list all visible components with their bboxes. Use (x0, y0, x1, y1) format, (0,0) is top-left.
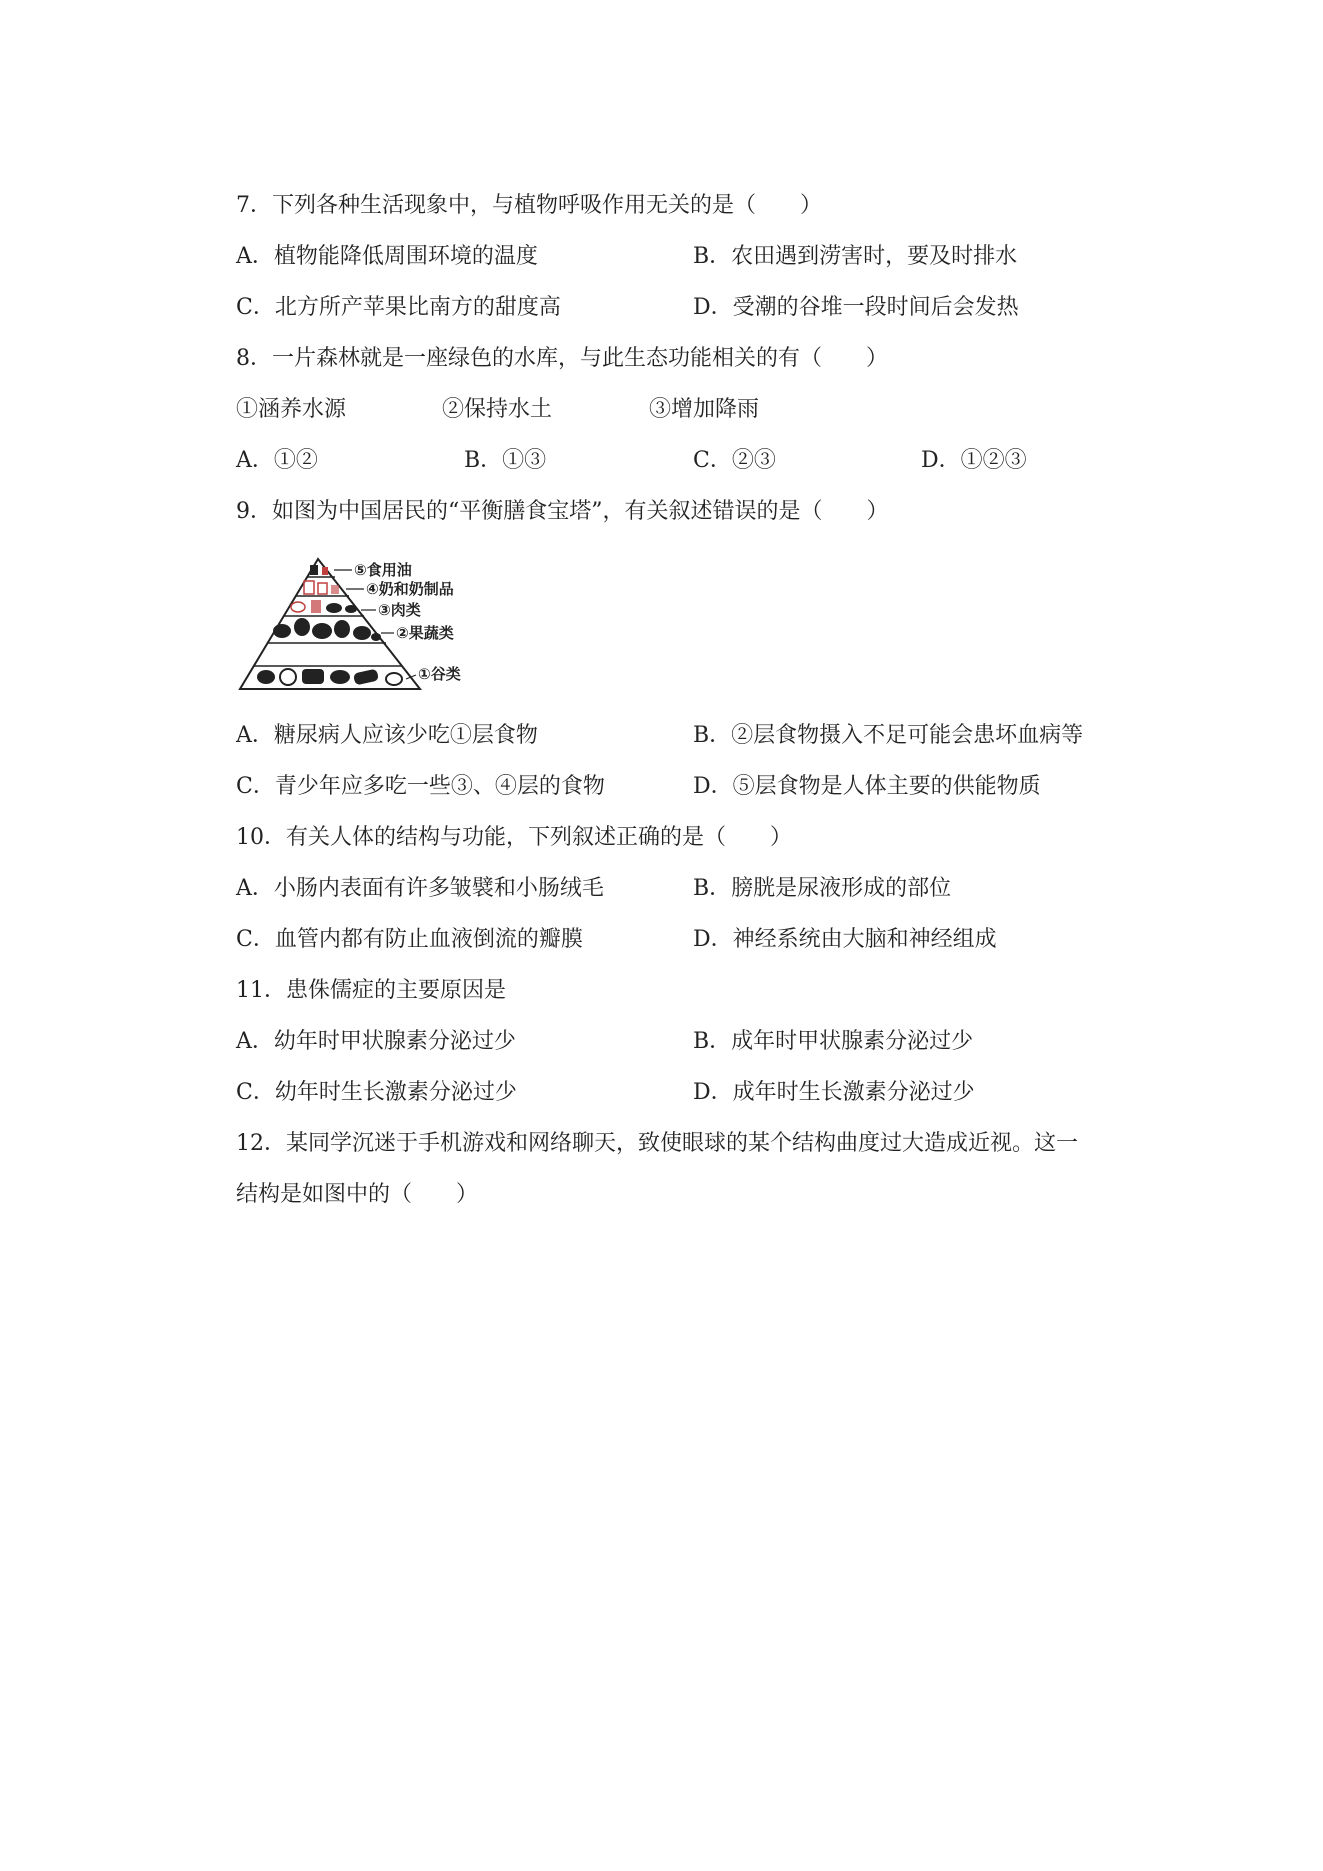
question-7-stem: 7．下列各种生活现象中，与植物呼吸作用无关的是（ ） (236, 193, 822, 218)
question-10-option-a[interactable]: A．小肠内表面有许多皱襞和小肠绒毛 (236, 876, 604, 901)
question-7-option-c[interactable]: C．北方所产苹果比南方的甜度高 (236, 295, 561, 320)
question-11-options-row-1 (236, 1027, 1116, 1057)
question-10-option-b[interactable]: B．膀胱是尿液形成的部位 (693, 876, 952, 901)
question-12-stem-line-2: 结构是如图中的（ ） (236, 1182, 479, 1207)
question-9-option-c[interactable]: C．青少年应多吃一些③、④层的食物 (236, 774, 605, 799)
question-10-stem: 10．有关人体的结构与功能，下列叙述正确的是（ ） (236, 825, 792, 850)
question-10-options-row-1 (236, 874, 1116, 904)
food-pyramid-illustration (236, 555, 516, 695)
question-10-options-row-2 (236, 925, 1116, 955)
question-8-option-a[interactable]: A．①② (236, 448, 318, 473)
pyramid-label-oil: ⑤食用油 (354, 561, 412, 579)
question-7-options-row-1 (236, 242, 1116, 272)
question-8-stem: 8．一片森林就是一座绿色的水库，与此生态功能相关的有（ ） (236, 346, 888, 371)
question-8-statement-3: ③增加降雨 (649, 397, 760, 422)
question-9-stem: 9．如图为中国居民的“平衡膳食宝塔”，有关叙述错误的是（ ） (236, 499, 889, 524)
question-7-option-d[interactable]: D．受潮的谷堆一段时间后会发热 (693, 295, 1019, 320)
food-pyramid-figure (236, 555, 516, 695)
question-7-option-a[interactable]: A．植物能降低周围环境的温度 (236, 244, 538, 269)
pyramid-label-produce: ②果蔬类 (396, 624, 454, 642)
pyramid-label-dairy: ④奶和奶制品 (366, 580, 454, 598)
question-11-stem: 11．患侏儒症的主要原因是 (236, 978, 506, 1003)
question-9-option-b[interactable]: B．②层食物摄入不足可能会患坏血病等 (693, 723, 1084, 748)
question-11-options-row-2 (236, 1078, 1116, 1108)
question-10-option-c[interactable]: C．血管内都有防止血液倒流的瓣膜 (236, 927, 583, 952)
question-8-option-d[interactable]: D．①②③ (921, 448, 1027, 473)
question-8-option-c[interactable]: C．②③ (693, 448, 776, 473)
question-7-options-row-2 (236, 293, 1116, 323)
question-11-option-d[interactable]: D．成年时生长激素分泌过少 (693, 1080, 975, 1105)
question-8-statement-2: ②保持水土 (442, 397, 553, 422)
question-11-option-a[interactable]: A．幼年时甲状腺素分泌过少 (236, 1029, 516, 1054)
question-7-option-b[interactable]: B．农田遇到涝害时，要及时排水 (693, 244, 1018, 269)
question-9-option-a[interactable]: A．糖尿病人应该少吃①层食物 (236, 723, 538, 748)
question-9-options-row-1 (236, 721, 1116, 751)
question-8-options-row (236, 446, 1116, 476)
question-11-option-c[interactable]: C．幼年时生长激素分泌过少 (236, 1080, 517, 1105)
question-8-statements (236, 395, 1116, 425)
question-8-statement-1: ①涵养水源 (236, 397, 347, 422)
question-9-options-row-2 (236, 772, 1116, 802)
question-9-option-d[interactable]: D．⑤层食物是人体主要的供能物质 (693, 774, 1041, 799)
question-11-option-b[interactable]: B．成年时甲状腺素分泌过少 (693, 1029, 974, 1054)
question-12-stem-line-1: 12．某同学沉迷于手机游戏和网络聊天，致使眼球的某个结构曲度过大造成近视。这一 (236, 1131, 1078, 1156)
pyramid-label-meat: ③肉类 (378, 601, 421, 619)
question-8-option-b[interactable]: B．①③ (464, 448, 547, 473)
pyramid-label-grains: ①谷类 (418, 665, 461, 683)
question-10-option-d[interactable]: D．神经系统由大脑和神经组成 (693, 927, 997, 952)
